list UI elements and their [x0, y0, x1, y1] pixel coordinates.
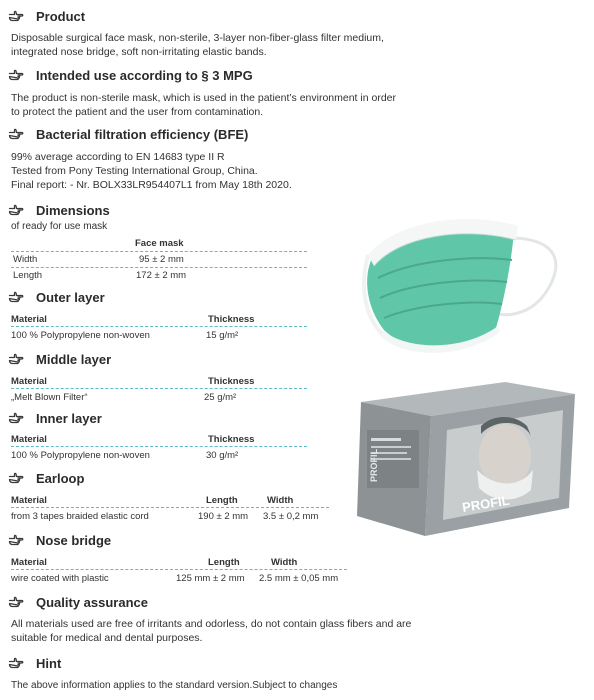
- middle-layer-material: „Melt Blown Filter“: [11, 392, 88, 403]
- dimensions-row-label: Width: [13, 254, 38, 265]
- pointing-hand-icon: [8, 353, 30, 367]
- outer-layer-material: 100 % Polypropylene non-woven: [11, 330, 150, 341]
- section-title-earloop: [8, 471, 84, 486]
- inner-layer-header-thickness: Thickness: [208, 434, 255, 445]
- pointing-hand-icon: [8, 204, 30, 218]
- pointing-hand-icon: [8, 10, 30, 24]
- pointing-hand-icon: [8, 291, 30, 305]
- product-text-line-1: Disposable surgical face mask, non-sterile, 3-layer non-fiber-glass filter medium,: [11, 32, 384, 44]
- bfe-line-2: Tested from Pony Testing International Group, China.: [11, 165, 258, 177]
- divider: [11, 446, 307, 447]
- earloop-length: 190 ± 2 mm: [198, 511, 249, 522]
- inner-layer-header-material: Material: [11, 434, 47, 445]
- bfe-line-3: Final report: - Nr. BOLX33LR954407L1 from May 18th 2020.: [11, 179, 292, 191]
- box-side-brand-label: PROFIL: [369, 449, 379, 482]
- intended-use-title: Intended use according to § 3 MPG: [36, 68, 253, 83]
- nose-bridge-header-width: Width: [271, 557, 298, 568]
- nose-bridge-header-material: Material: [11, 557, 47, 568]
- section-title-product: [8, 9, 85, 24]
- earloop-material: from 3 tapes braided elastic cord: [11, 511, 149, 522]
- section-title-intended-use: [8, 68, 253, 83]
- intended-use-line-1: The product is non-sterile mask, which is used in the patient’s environment in order: [11, 92, 396, 104]
- dimensions-row-value: 172 ± 2 mm: [136, 270, 187, 281]
- divider: [11, 388, 307, 389]
- section-title-inner-layer: [8, 411, 102, 426]
- section-title-outer-layer: [8, 290, 105, 305]
- quality-line-2: suitable for medical and dental purposes.: [11, 632, 203, 644]
- box-brand-label: PROFIL: [461, 492, 511, 515]
- dimensions-col-header: Face mask: [135, 238, 184, 249]
- dimensions-subtitle: of ready for use mask: [11, 221, 108, 232]
- outer-layer-header-material: Material: [11, 314, 47, 325]
- quality-line-1: All materials used are free of irritants and odorless, do not contain glass fibers and are: [11, 618, 412, 630]
- divider: [11, 251, 307, 252]
- outer-layer-thickness: 15 g/m²: [206, 330, 239, 341]
- face-mask-image: [354, 200, 590, 370]
- earloop-header-material: Material: [11, 495, 47, 506]
- intended-use-line-2: to protect the patient and the user from contamination.: [11, 106, 264, 118]
- pointing-hand-icon: [8, 596, 30, 610]
- inner-layer-thickness: 30 g/m²: [206, 450, 239, 461]
- pointing-hand-icon: [8, 657, 30, 671]
- earloop-header-width: Width: [267, 495, 294, 506]
- middle-layer-title: Middle layer: [36, 352, 112, 367]
- section-title-dimensions: [8, 203, 110, 218]
- pointing-hand-icon: [8, 472, 30, 486]
- inner-layer-material: 100 % Polypropylene non-woven: [11, 450, 150, 461]
- divider: [11, 507, 329, 508]
- bfe-line-1: 99% average according to EN 14683 type II R: [11, 151, 225, 163]
- nose-bridge-width: 2.5 mm ± 0,05 mm: [259, 573, 339, 584]
- quality-title: Quality assurance: [36, 595, 148, 610]
- product-text-line-2: integrated nose bridge, soft non-irritating elastic bands.: [11, 46, 267, 58]
- middle-layer-header-thickness: Thickness: [208, 376, 255, 387]
- product-box-image: [355, 378, 577, 546]
- dimensions-row-value: 95 ± 2 mm: [139, 254, 184, 265]
- hint-line-1: The above information applies to the standard version.Subject to changes: [11, 680, 338, 691]
- section-title-hint: [8, 656, 61, 671]
- nose-bridge-header-length: Length: [208, 557, 240, 568]
- pointing-hand-icon: [8, 128, 30, 142]
- earloop-width: 3.5 ± 0,2 mm: [263, 511, 319, 522]
- pointing-hand-icon: [8, 69, 30, 83]
- outer-layer-header-thickness: Thickness: [208, 314, 255, 325]
- bfe-title: Bacterial filtration efficiency (BFE): [36, 127, 249, 142]
- nose-bridge-title: Nose bridge: [36, 533, 112, 548]
- nose-bridge-length: 125 mm ± 2 mm: [176, 573, 245, 584]
- section-title-bfe: [8, 127, 248, 142]
- product-title: Product: [36, 9, 86, 24]
- pointing-hand-icon: [8, 534, 30, 548]
- dimensions-title: Dimensions: [36, 203, 110, 218]
- outer-layer-title: Outer layer: [36, 290, 105, 305]
- nose-bridge-material: wire coated with plastic: [11, 573, 109, 584]
- earloop-title: Earloop: [36, 471, 85, 486]
- divider: [11, 569, 347, 570]
- hint-title: Hint: [36, 656, 62, 671]
- divider: [11, 267, 307, 268]
- earloop-header-length: Length: [206, 495, 238, 506]
- pointing-hand-icon: [8, 412, 30, 426]
- dimensions-row-label: Length: [13, 270, 43, 281]
- inner-layer-title: Inner layer: [36, 411, 102, 426]
- section-title-nose-bridge: [8, 533, 111, 548]
- divider: [11, 326, 307, 327]
- middle-layer-header-material: Material: [11, 376, 47, 387]
- section-title-quality: [8, 595, 148, 610]
- section-title-middle-layer: [8, 352, 111, 367]
- middle-layer-thickness: 25 g/m²: [204, 392, 237, 403]
